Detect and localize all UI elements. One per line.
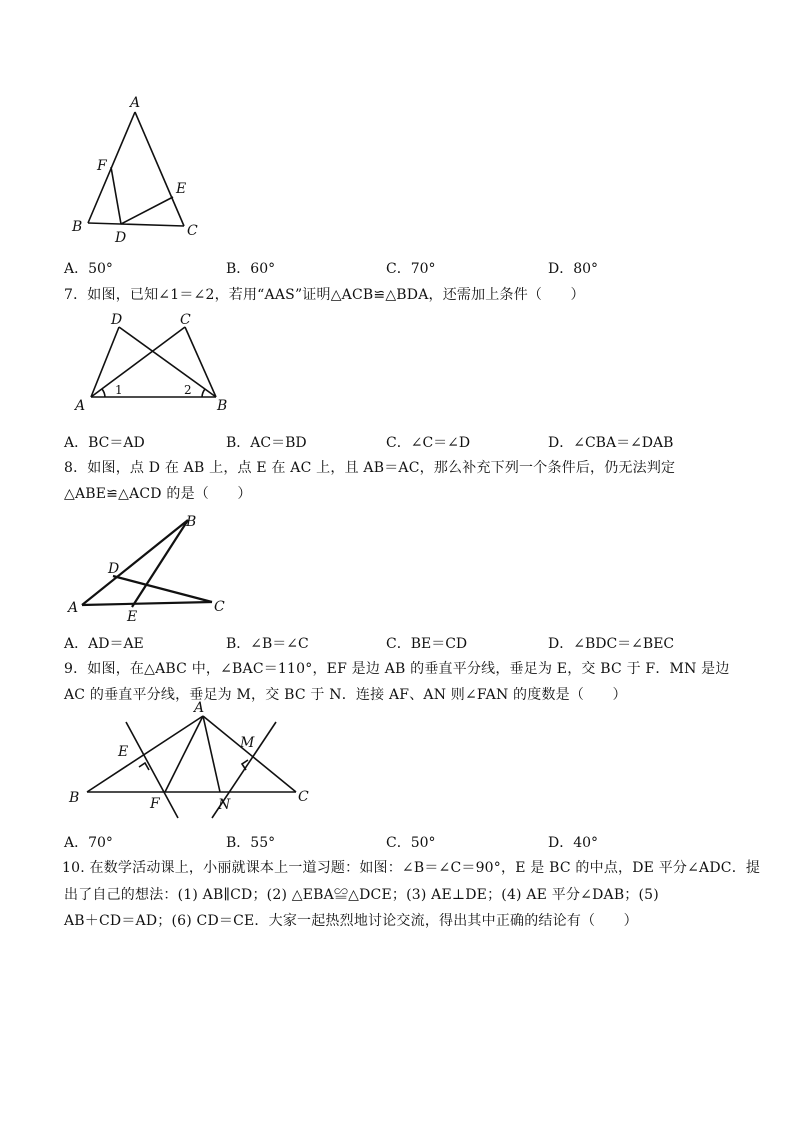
q7-label-2: 2 [184, 383, 192, 397]
q10-line2: 出了自己的想法：(1) AB∥CD；(2) △EBA≌△DCE；(3) AE⊥DE；(4) AE 平分∠DAB；(5) [64, 887, 659, 903]
q8-option-a: A．AD＝AE [64, 636, 144, 652]
q7-label-A: A [75, 398, 86, 414]
q9-option-c: C．50° [386, 835, 436, 851]
q9-option-b: B．55° [226, 835, 276, 851]
q9-option-a: A．70° [64, 835, 113, 851]
q6-label-C: C [187, 223, 198, 239]
q7-option-c: C．∠C＝∠D [386, 435, 471, 451]
q8-label-A: A [68, 600, 79, 616]
q7-option-d: D．∠CBA＝∠DAB [548, 435, 674, 451]
q9-label-C: C [298, 789, 309, 805]
q6-label-A: A [130, 95, 141, 111]
q9-stem-line2: AC 的垂直平分线，垂足为 M，交 BC 于 N．连接 AF、AN 则∠FAN 的度数是（ ） [64, 687, 627, 703]
q7-option-b: B．AC＝BD [226, 435, 307, 451]
q9-label-F: F [150, 796, 160, 812]
q6-label-E: E [176, 181, 187, 197]
q6-label-D: D [115, 230, 127, 246]
q6-label-B: B [72, 219, 83, 235]
q9-label-A: A [194, 700, 205, 716]
q8-option-d: D．∠BDC＝∠BEC [548, 636, 675, 652]
q9-lines [87, 716, 296, 818]
q7-label-D: D [111, 312, 123, 328]
q6-option-a: A．50° [64, 261, 113, 277]
q7-option-a: A．BC＝AD [64, 435, 145, 451]
q8-label-E: E [127, 609, 138, 625]
q6-label-F: F [97, 158, 107, 174]
q7-label-1: 1 [115, 383, 123, 397]
q8-option-c: C．BE＝CD [386, 636, 468, 652]
q8-label-D: D [108, 561, 120, 577]
q9-label-M: M [240, 735, 255, 751]
q10-line3: AB＋CD＝AD；(6) CD＝CE．大家一起热烈地讨论交流，得出其中正确的结论有（ ） [64, 913, 638, 929]
q8-option-b: B．∠B＝∠C [226, 636, 309, 652]
q8-label-B: B [186, 514, 197, 530]
q7-stem: 7．如图，已知∠1＝∠2，若用“AAS”证明△ACB≌△BDA，还需加上条件（ ） [64, 287, 585, 303]
q8-stem-line2: △ABE≌△ACD 的是（ ） [64, 486, 252, 502]
q10-line1: 10. 在数学活动课上，小丽就课本上一道习题：如图：∠B＝∠C＝90°，E 是 BC 的中点，DE 平分∠ADC．提 [62, 860, 761, 876]
q9-stem-line1: 9．如图，在△ABC 中，∠BAC＝110°，EF 是边 AB 的垂直平分线，垂足为 E，交 BC 于 F．MN 是边 [64, 661, 730, 677]
q7-label-C: C [180, 312, 191, 328]
q8-stem-line1: 8．如图，点 D 在 AB 上，点 E 在 AC 上，且 AB＝AC，那么补充下列一个条件后，仍无法判定 [64, 460, 676, 476]
q6-option-b: B．60° [226, 261, 276, 277]
q6-option-c: C．70° [386, 261, 436, 277]
q8-label-C: C [214, 599, 225, 615]
q7-label-B: B [217, 398, 228, 414]
q6-option-d: D．80° [548, 261, 599, 277]
q9-option-d: D．40° [548, 835, 599, 851]
q9-label-N: N [218, 797, 231, 813]
q9-label-E: E [118, 744, 129, 760]
q9-label-B: B [69, 790, 80, 806]
